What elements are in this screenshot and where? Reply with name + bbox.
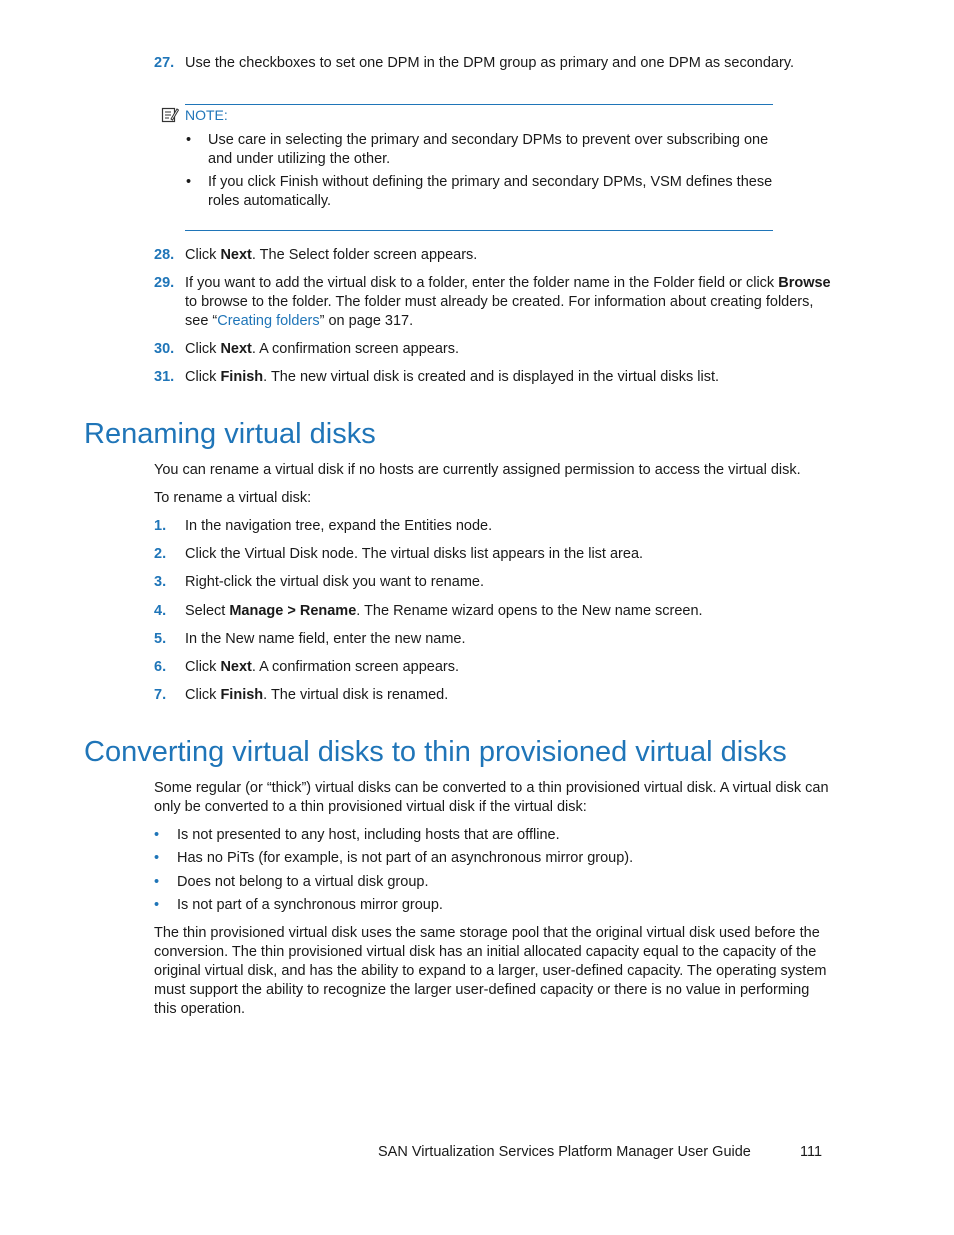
step-text: Click Next. A confirmation screen appears. bbox=[185, 659, 460, 675]
section-heading-converting: Converting virtual disks to thin provisioned virtual disks bbox=[84, 736, 787, 768]
convert-intro: Some regular (or “thick”) virtual disks can be converted to a thin provisioned virtual disk. A virtual disk can only be converted to a thin provisioned virtual disk if the virtual disk: bbox=[154, 780, 829, 815]
note-bottom-rule bbox=[185, 230, 773, 231]
step-text: Use the checkboxes to set one DPM in the DPM group as primary and one DPM as secondary. bbox=[185, 55, 795, 71]
rename-step-7 bbox=[154, 686, 834, 705]
rename-step-2 bbox=[154, 545, 834, 564]
step-number: 6. bbox=[154, 659, 167, 675]
step-27 bbox=[154, 54, 834, 73]
bullet-text: Does not belong to a virtual disk group. bbox=[177, 874, 429, 890]
ui-term: Finish bbox=[220, 687, 264, 703]
step-30 bbox=[154, 340, 834, 359]
step-text: Click Next. A confirmation screen appears. bbox=[185, 341, 460, 357]
footer-title: SAN Virtualization Services Platform Manager User Guide bbox=[378, 1144, 751, 1160]
ui-term: Manage > Rename bbox=[229, 603, 357, 619]
ui-term: Finish bbox=[220, 369, 264, 385]
step-number: 4. bbox=[154, 603, 167, 619]
note-label: NOTE: bbox=[185, 107, 228, 123]
rename-step-6 bbox=[154, 658, 834, 677]
step-text: Right-click the virtual disk you want to rename. bbox=[185, 574, 484, 590]
step-31 bbox=[154, 368, 834, 387]
step-text: In the navigation tree, expand the Entities node. bbox=[185, 518, 493, 534]
bullet-dot: • bbox=[154, 827, 160, 843]
step-29 bbox=[154, 274, 834, 331]
page-footer bbox=[378, 1143, 823, 1162]
convert-bullet bbox=[154, 826, 834, 845]
note-item bbox=[186, 131, 786, 169]
creating-folders-link[interactable]: Creating folders bbox=[217, 313, 320, 329]
convert-bullet bbox=[154, 849, 834, 868]
bullet-dot: • bbox=[154, 874, 160, 890]
note-item-text: If you click Finish without defining the primary and secondary DPMs, VSM defines these roles automatically. bbox=[208, 174, 773, 209]
step-number: 30. bbox=[154, 341, 175, 357]
bullet-dot: • bbox=[186, 174, 192, 190]
bullet-dot: • bbox=[154, 897, 160, 913]
step-number: 1. bbox=[154, 518, 167, 534]
bullet-text: Has no PiTs (for example, is not part of an asynchronous mirror group). bbox=[177, 850, 634, 866]
step-number: 29. bbox=[154, 275, 175, 291]
ui-term: Next bbox=[220, 659, 252, 675]
rename-intro: You can rename a virtual disk if no hosts are currently assigned permission to access the virtual disk. bbox=[154, 462, 801, 478]
step-text: Click Finish. The virtual disk is renamed. bbox=[185, 687, 449, 703]
step-number: 28. bbox=[154, 247, 175, 263]
step-number: 27. bbox=[154, 55, 175, 71]
step-number: 5. bbox=[154, 631, 167, 647]
step-text: In the New name field, enter the new name. bbox=[185, 631, 466, 647]
convert-closing: The thin provisioned virtual disk uses the same storage pool that the original virtual disk used before the conversion. The thin provisioned virtual disk has an initial allocated capacity equal to the capacity of the original virtual disk, and has the ability to expand to a larger, user-defined capacity. The operating system must support the ability to recognize the larger user-defined capacity or there is no value in performing this operation. bbox=[154, 925, 827, 1017]
step-28 bbox=[154, 246, 834, 265]
convert-bullet bbox=[154, 873, 834, 892]
ui-term: Next bbox=[220, 341, 252, 357]
step-number: 3. bbox=[154, 574, 167, 590]
bullet-dot: • bbox=[186, 132, 192, 148]
step-text: Click Finish. The new virtual disk is created and is displayed in the virtual disks list. bbox=[185, 369, 720, 385]
note-item bbox=[186, 173, 786, 211]
step-number: 7. bbox=[154, 687, 167, 703]
step-text: If you want to add the virtual disk to a folder, enter the folder name in the Folder field or click Browse to browse to the folder. The folder must already be created. For information about creating folders, see “Creating folders” on page 317. bbox=[185, 275, 831, 329]
rename-step-5 bbox=[154, 630, 834, 649]
step-text: Click Next. The Select folder screen appears. bbox=[185, 247, 478, 263]
rename-step-3 bbox=[154, 573, 834, 592]
bullet-text: Is not part of a synchronous mirror group. bbox=[177, 897, 443, 913]
page-number: 111 bbox=[800, 1144, 823, 1160]
rename-lead: To rename a virtual disk: bbox=[154, 490, 312, 506]
bullet-dot: • bbox=[154, 850, 160, 866]
section-heading-renaming: Renaming virtual disks bbox=[84, 418, 376, 450]
step-text: Click the Virtual Disk node. The virtual disks list appears in the list area. bbox=[185, 546, 644, 562]
ui-term: Browse bbox=[778, 275, 831, 291]
note-item-text: Use care in selecting the primary and secondary DPMs to prevent over subscribing one and under utilizing the other. bbox=[208, 132, 769, 167]
step-number: 31. bbox=[154, 369, 175, 385]
ui-term: Next bbox=[220, 247, 252, 263]
rename-step-4 bbox=[154, 602, 834, 621]
note-pencil-icon bbox=[161, 106, 179, 124]
step-text: Select Manage > Rename. The Rename wizard opens to the New name screen. bbox=[185, 603, 703, 619]
step-number: 2. bbox=[154, 546, 167, 562]
convert-bullet bbox=[154, 896, 834, 915]
rename-step-1 bbox=[154, 517, 834, 536]
bullet-text: Is not presented to any host, including hosts that are offline. bbox=[177, 827, 560, 843]
note-top-rule bbox=[185, 104, 773, 105]
